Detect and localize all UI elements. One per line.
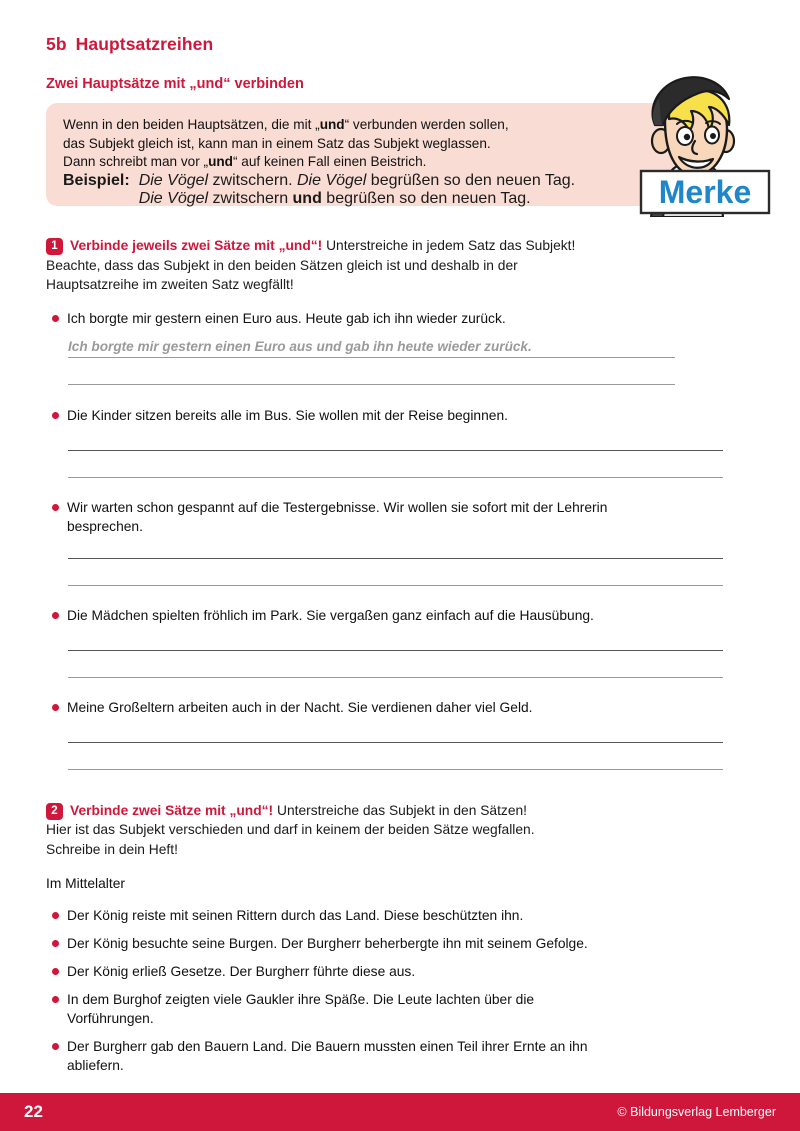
exercise-1-item-5-text: Meine Großeltern arbeiten auch in der Nacht. Sie verdienen daher viel Geld.: [67, 699, 533, 715]
list-item: [46, 906, 746, 925]
list-item: [46, 606, 746, 625]
exercise-1-item-3-line-1[interactable]: [68, 558, 723, 559]
exercise-1-item-1-answer[interactable]: Ich borgte mir gestern einen Euro aus und gab ihn heute wieder zurück.: [68, 339, 675, 358]
merke-ex2-text-c: begrüßen so den neuen Tag.: [321, 189, 531, 207]
merke-ex1-text-b: zwitschern.: [208, 171, 297, 189]
merke-example-label: Beispiel:: [63, 171, 130, 189]
exercise-1-item-3-text: Wir warten schon gespannt auf die Testergebnisse. Wir wollen sie sofort mit der Lehrerin: [67, 499, 608, 515]
list-item: [46, 934, 746, 953]
merke-line1-bold: und: [319, 117, 345, 132]
exercise-2-item-2-text: Der König besuchte seine Burgen. Der Burgherr beherbergte ihn mit seinem Gefolge.: [67, 936, 588, 951]
exercise-2-badge: 2: [46, 803, 63, 820]
exercise-2-item-5-text-line2: abliefern.: [67, 1058, 124, 1073]
merke-example-lines: [139, 172, 575, 208]
exercise-2-item-4-text-line2: Vorführungen.: [67, 1011, 154, 1026]
exercise-1-instruction-red: Verbinde jeweils zwei Sätze mit „und“!: [70, 238, 323, 253]
list-item: [46, 962, 746, 981]
footer-page-number: 22: [24, 1102, 43, 1121]
exercise-1-item-5-line-1[interactable]: [68, 742, 723, 743]
list-item: [46, 990, 746, 1028]
mascot-illustration: [611, 67, 776, 217]
exercise-2-instruction: [46, 801, 746, 860]
merke-ex2-text-b: zwitschern: [208, 189, 293, 207]
footer-copyright: © Bildungsverlag Lemberger: [617, 1105, 776, 1119]
exercise-2-item-1-text: Der König reiste mit seinen Rittern durch das Land. Diese beschützten ihn.: [67, 908, 524, 923]
merke-section: [46, 103, 752, 210]
list-item: [46, 698, 746, 717]
exercise-2: [46, 801, 746, 1076]
exercise-2-instruction-black: Unterstreiche das Subjekt in den Sätzen!: [273, 802, 528, 818]
section-subtitle: Zwei Hauptsätze mit „und“ verbinden: [46, 76, 304, 92]
exercise-2-subheading: Im Mittelalter: [46, 876, 125, 891]
exercise-1-item-4-text: Die Mädchen spielten fröhlich im Park. Sie vergaßen ganz einfach auf die Hausübung.: [67, 607, 594, 623]
list-item: [46, 406, 746, 425]
svg-text:Merke: Merke: [658, 174, 752, 210]
merke-rule-line-3: [63, 153, 681, 172]
exercise-1-item-1-line-2[interactable]: [68, 384, 675, 385]
merke-box: [46, 103, 697, 206]
chapter-title-text: Hauptsatzreihen: [75, 34, 214, 54]
merke-ex2-und: und: [292, 189, 322, 207]
exercise-1-instruction-black: Unterstreiche in jedem Satz das Subjekt!: [322, 238, 576, 253]
exercise-1-item-3-line-2[interactable]: [68, 585, 723, 586]
exercise-1-instruction-line3: Hauptsatzreihe im zweiten Satz wegfällt!: [46, 277, 294, 292]
exercise-1-item-4-line-1[interactable]: [68, 650, 723, 651]
exercise-1-item-1-text: Ich borgte mir gestern einen Euro aus. Heute gab ich ihn wieder zurück.: [67, 310, 506, 326]
merke-rule-line-2: das Subjekt gleich ist, kann man in einem Satz das Subjekt weglassen.: [63, 135, 491, 151]
list-item: [46, 309, 746, 328]
merke-example-block: [63, 172, 681, 208]
exercise-1-item-2-line-2[interactable]: [68, 477, 723, 478]
merke-sign: [641, 171, 769, 213]
list-item: [46, 1037, 746, 1075]
exercise-2-item-3-text: Der König erließ Gesetze. Der Burgherr führte diese aus.: [67, 964, 416, 979]
exercise-2-instruction-line3: Schreibe in dein Heft!: [46, 841, 178, 857]
exercise-2-item-4-text: In dem Burghof zeigten viele Gaukler ihre Späße. Die Leute lachten über die: [67, 992, 535, 1007]
exercise-1-badge: 1: [46, 238, 63, 255]
exercise-2-instruction-line2: Hier ist das Subjekt verschieden und darf in keinem der beiden Sätze wegfallen.: [46, 822, 535, 837]
page-title: [46, 0, 746, 55]
exercise-1-instruction: [46, 236, 746, 295]
exercise-2-instruction-red: Verbinde zwei Sätze mit „und“!: [70, 802, 274, 818]
exercise-1-item-2-line-1[interactable]: [68, 450, 723, 451]
list-item: [46, 498, 746, 536]
chapter-number: 5b: [46, 34, 67, 54]
exercise-1-item-5-line-2[interactable]: [68, 769, 723, 770]
exercise-1-instruction-line2: Beachte, dass das Subjekt in den beiden Sätzen gleich ist und deshalb in der: [46, 257, 518, 273]
exercise-1: [46, 236, 746, 770]
merke-line1-start: Wenn in den beiden Hauptsätzen, die mit „: [63, 117, 320, 132]
merke-example-2: [139, 190, 575, 208]
page-footer: [0, 1093, 800, 1131]
page-content: [46, 0, 752, 1075]
merke-line1-end: “ verbunden werden sollen,: [344, 117, 509, 132]
exercise-1-item-4-line-2[interactable]: [68, 677, 723, 678]
exercise-1-item-2-text: Die Kinder sitzen bereits alle im Bus. Sie wollen mit der Reise beginnen.: [67, 407, 508, 423]
merke-example-1: [139, 172, 575, 190]
merke-ex2-subject-a: Die Vögel: [138, 189, 209, 207]
merke-line3-bold: und: [208, 154, 233, 169]
merke-rule-line-1: [63, 116, 681, 135]
merke-ex1-subject-c: Die Vögel: [296, 171, 367, 189]
merke-ex1-text-d: begrüßen so den neuen Tag.: [366, 171, 576, 189]
exercise-1-item-3-text-line2: besprechen.: [67, 518, 143, 534]
merke-line3-start: Dann schreibt man vor „: [63, 154, 209, 169]
merke-ex1-subject-a: Die Vögel: [138, 171, 209, 189]
merke-line3-end: “ auf keinen Fall einen Beistrich.: [232, 154, 427, 169]
exercise-2-item-5-text: Der Burgherr gab den Bauern Land. Die Bauern mussten einen Teil ihrer Ernte an ihn: [67, 1039, 588, 1054]
